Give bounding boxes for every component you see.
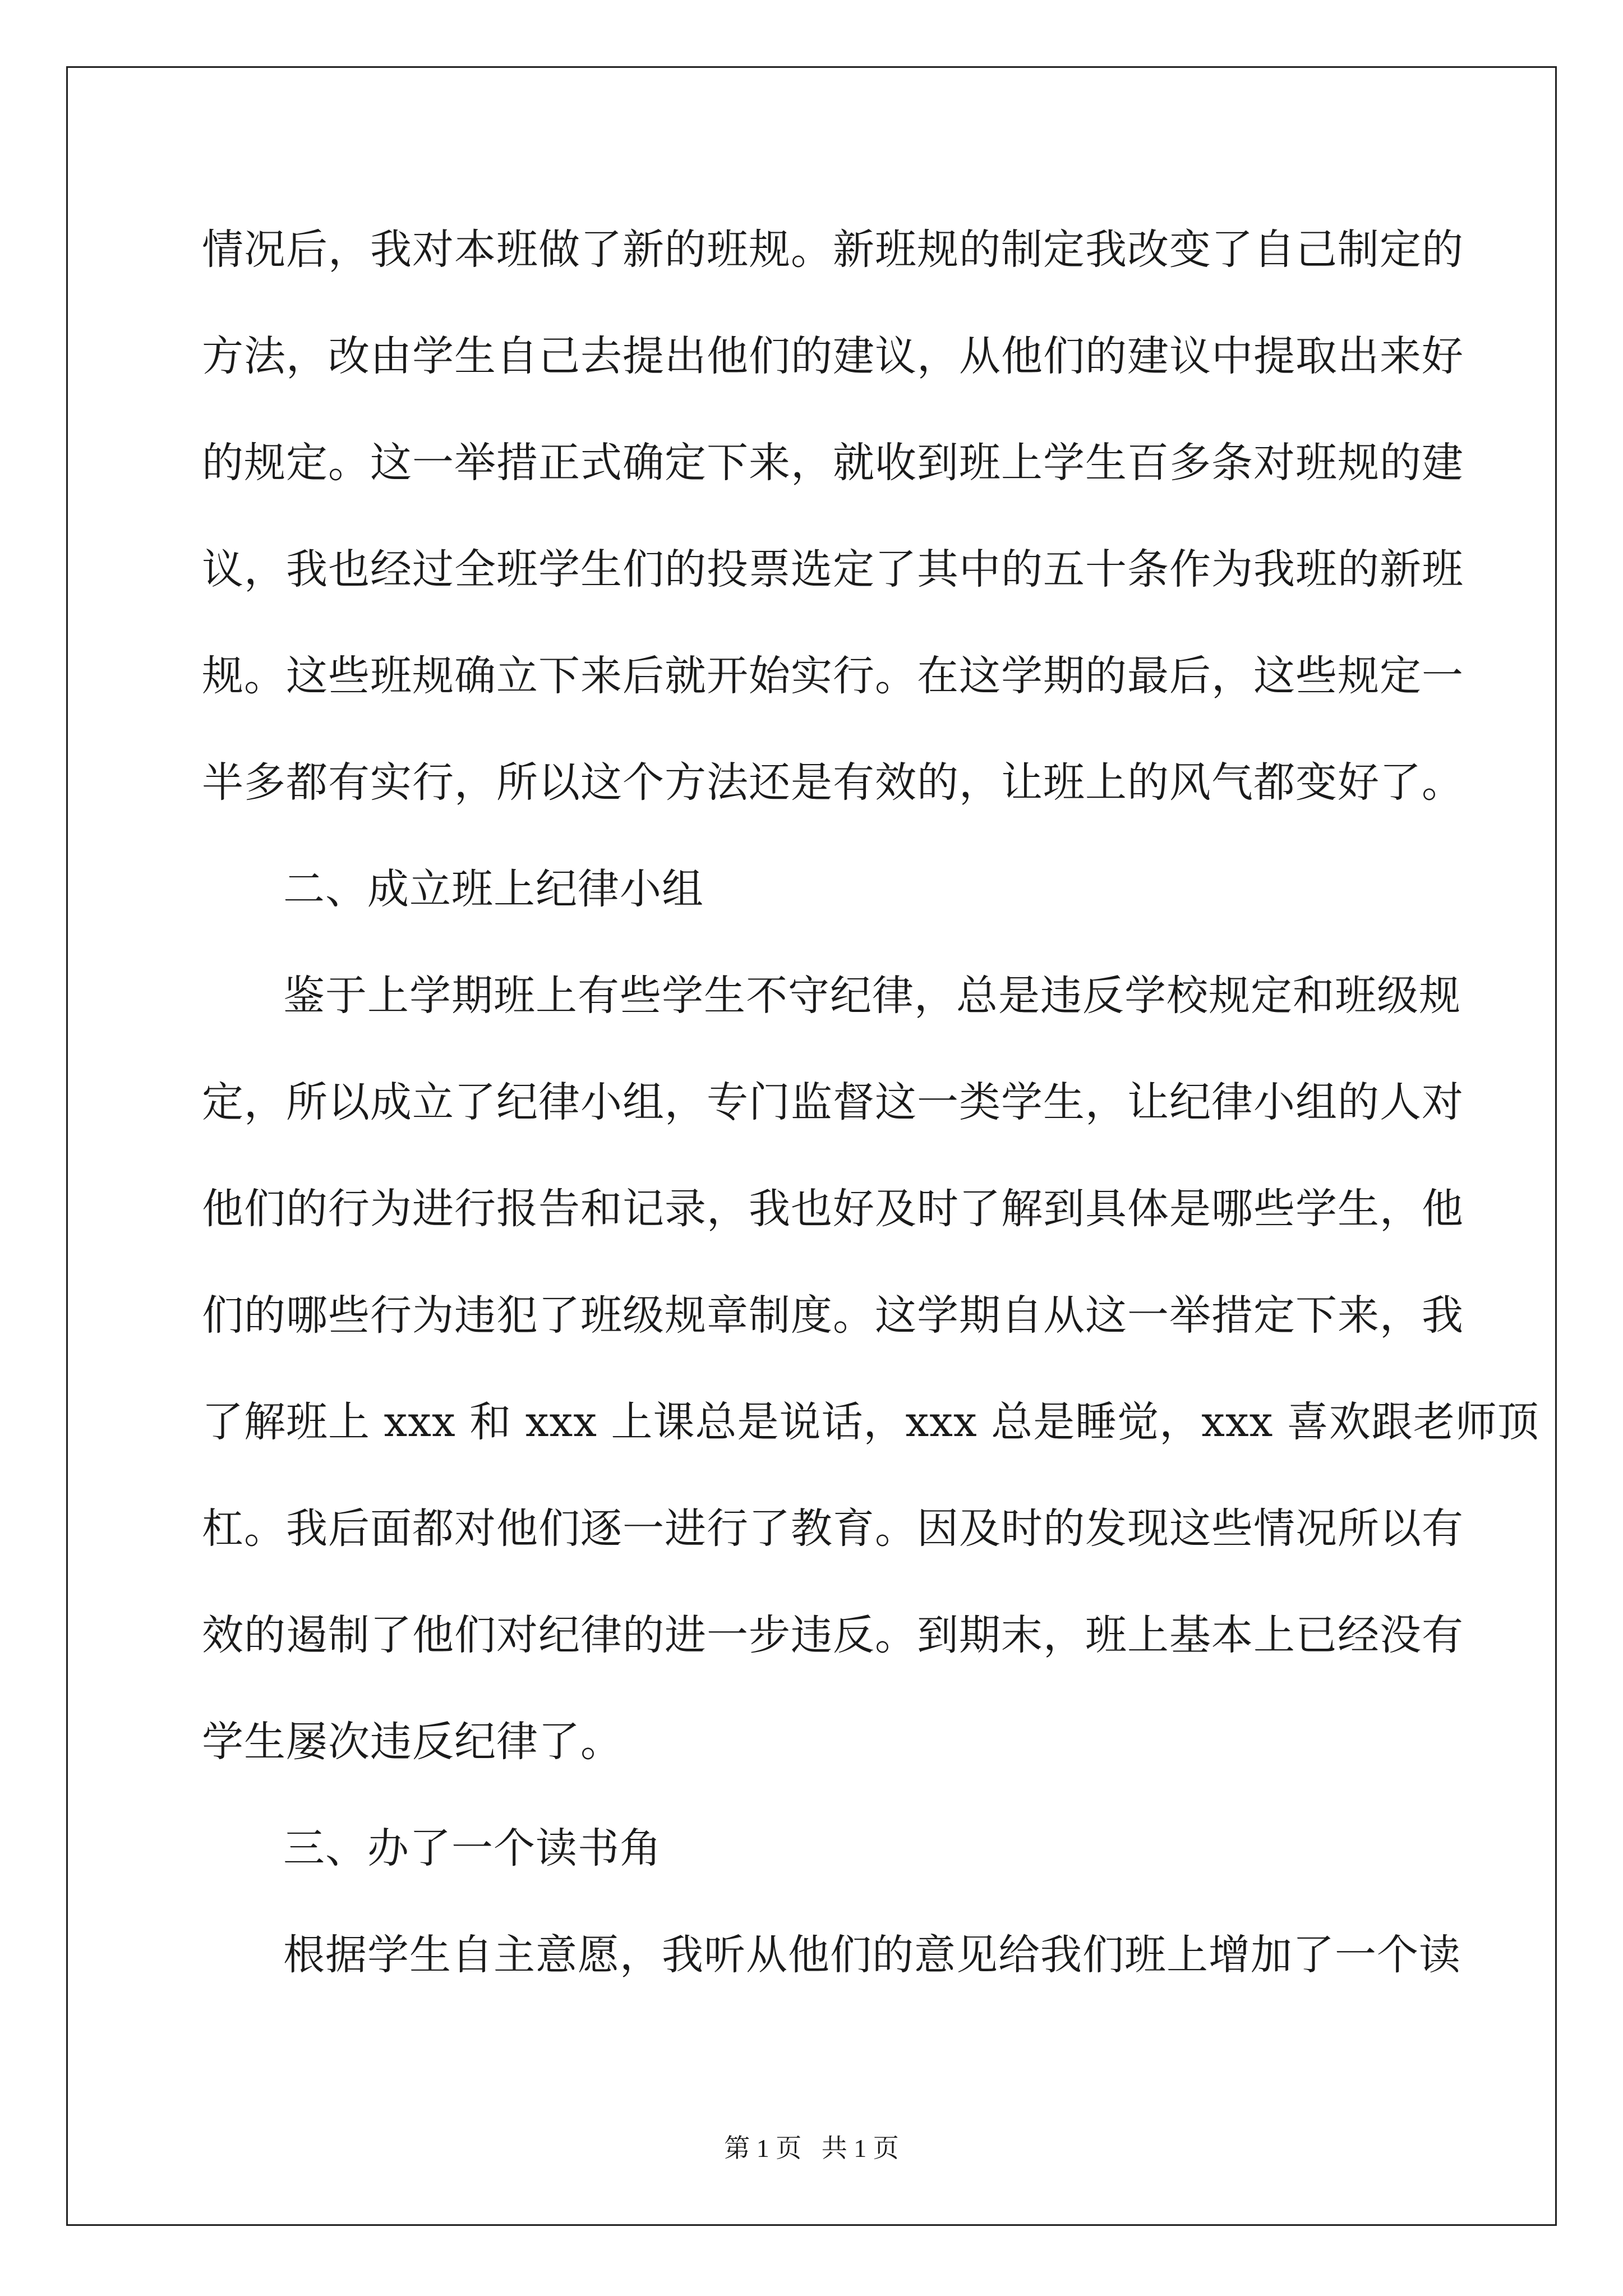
page-total: 共 1 页 [821, 2134, 899, 2162]
paragraph-line: 定，所以成立了纪律小组，专门监督这一类学生，让纪律小组的人对 [202, 1078, 1464, 1126]
paragraph-line: 杠。我后面都对他们逐一进行了教育。因及时的发现这些情况所以有 [202, 1504, 1464, 1553]
page-footer [0, 2132, 1623, 2165]
paragraph-line: 规。这些班规确立下来后就开始实行。在这学期的最后，这些规定一 [202, 652, 1464, 700]
paragraph-line: 议，我也经过全班学生们的投票选定了其中的五十条作为我班的新班 [202, 545, 1464, 593]
page-border [66, 66, 1557, 2226]
paragraph-line: 们的哪些行为违犯了班级规章制度。这学期自从这一举措定下来，我 [202, 1291, 1464, 1340]
paragraph-line: 了解班上 xxx 和 xxx 上课总是说话，xxx 总是睡觉，xxx 喜欢跟老师顶 [202, 1398, 1539, 1446]
paragraph-line: 效的遏制了他们对纪律的进一步违反。到期末，班上基本上已经没有 [202, 1611, 1464, 1659]
paragraph-line: 的规定。这一举措正式确定下来，就收到班上学生百多条对班规的建 [202, 439, 1464, 487]
paragraph-line: 鉴于上学期班上有些学生不守纪律，总是违反学校规定和班级规 [283, 972, 1461, 1020]
paragraph-line: 情况后，我对本班做了新的班规。新班规的制定我改变了自己制定的 [202, 226, 1464, 274]
section-heading: 三、办了一个读书角 [283, 1824, 662, 1872]
page-number: 第 1 页 [724, 2134, 802, 2162]
paragraph-line: 根据学生自主意愿，我听从他们的意见给我们班上增加了一个读 [283, 1931, 1461, 1979]
paragraph-line: 他们的行为进行报告和记录，我也好及时了解到具体是哪些学生，他 [202, 1185, 1464, 1233]
paragraph-line: 半多都有实行，所以这个方法还是有效的，让班上的风气都变好了。 [202, 758, 1464, 807]
paragraph-line: 方法，改由学生自己去提出他们的建议，从他们的建议中提取出来好 [202, 332, 1464, 380]
section-heading: 二、成立班上纪律小组 [283, 865, 704, 913]
paragraph-line: 学生屡次违反纪律了。 [202, 1718, 623, 1766]
